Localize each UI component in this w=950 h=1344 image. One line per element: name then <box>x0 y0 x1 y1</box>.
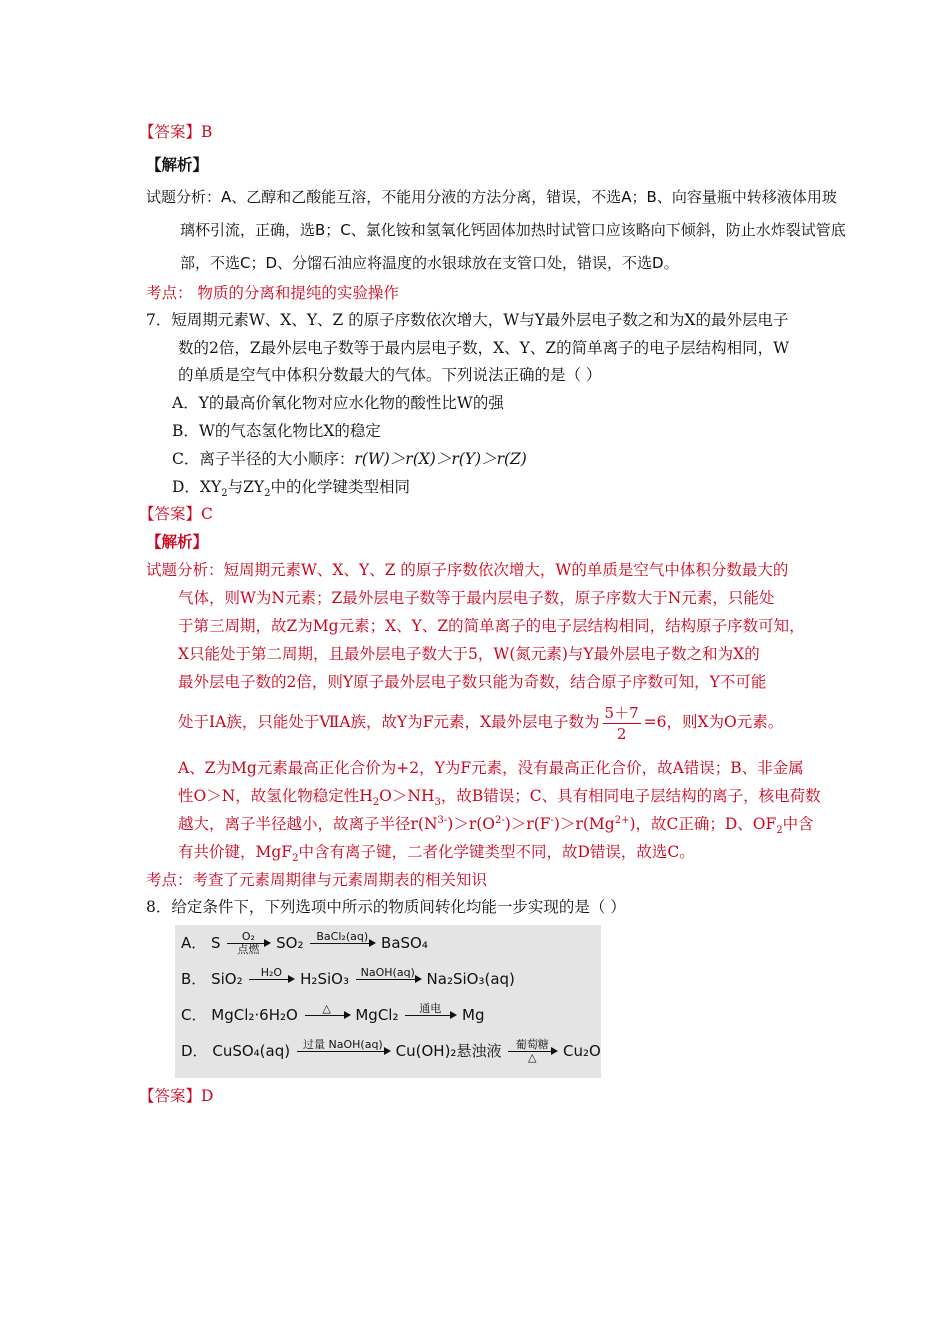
q8-d-arrow-1 <box>297 1039 389 1064</box>
q8-option-c <box>181 1003 485 1028</box>
q7-tail3-d: )＞r(Mg <box>553 815 615 833</box>
q8-a-label: A． <box>181 934 207 952</box>
q8-c-arrow-1-top: △ <box>322 1002 331 1015</box>
arrow-right-icon <box>405 1015 455 1016</box>
q8-b-intermediate: H₂SiO₃ <box>300 970 349 988</box>
q8-c-reactant: MgCl₂·6H₂O <box>211 1006 298 1024</box>
q7-fraction-denominator: 2 <box>616 724 627 743</box>
q7-tail3-sup4: 2+ <box>614 814 630 826</box>
q8-d-arrow-1-top: 过量 NaOH(aq) <box>303 1038 383 1051</box>
q7-fraction <box>603 703 641 744</box>
q7-option-c-expr: r(W)＞r(X)＞r(Y)＞r(Z) <box>354 450 527 468</box>
q8-a-arrow-2-top: BaCl₂(aq) <box>316 930 369 943</box>
q7-tail3-a: 越大，离子半径越小，故离子半径r(N <box>178 815 438 833</box>
q7-analysis-line-4: X只能处于第二周期，且最外层电子数大于5，W(氮元素)与Y最外层电子数之和为X的 <box>178 645 760 663</box>
q7-option-d-text-a: D．XY <box>172 478 222 496</box>
q6-answer-value: B <box>201 123 213 141</box>
q7-tail2-a: 性O＞N，故氢化物稳定性H <box>178 787 373 805</box>
q7-option-d-sub-2: 2 <box>264 488 271 500</box>
q7-analysis-line-1: 试题分析：短周期元素W、X、Y、Z 的原子序数依次增大，W的单质是空气中体积分数最大的 <box>146 561 789 579</box>
q8-a-arrow-1-top: O₂ <box>241 930 255 943</box>
q8-a-reactant: S <box>211 934 221 952</box>
arrow-right-icon <box>508 1051 556 1052</box>
q7-stem-line-3: 的单质是空气中体积分数最大的气体。下列说法正确的是（ ） <box>178 366 602 384</box>
q7-tail3-sup3: - <box>550 814 554 826</box>
q7-answer-line <box>139 503 213 525</box>
q8-option-d <box>181 1039 601 1064</box>
q7-analysis-fraction-line <box>178 699 783 745</box>
q7-analysis-tail-2 <box>178 785 821 807</box>
q6-analysis-line-1: 试题分析：A、乙醇和乙酸能互溶，不能用分液的方法分离，错误，不选A；B、向容量瓶中转移液体用玻 <box>146 188 837 206</box>
q7-answer-label: 【答案】 <box>139 505 202 523</box>
q8-c-arrow-2-bottom-blank <box>405 1016 455 1028</box>
q7-option-c-prefix: C．离子半径的大小顺序： <box>172 450 355 468</box>
q8-options-panel <box>175 925 601 1078</box>
q8-d-product: Cu₂O <box>563 1042 601 1060</box>
q7-tail4-sub: 2 <box>292 853 299 865</box>
q8-answer-label: 【答案】 <box>139 1087 202 1105</box>
q7-option-b: B．W的气态氢化物比X的稳定 <box>172 422 381 440</box>
q8-b-arrow-1 <box>249 967 293 992</box>
q6-analysis-line-2: 璃杯引流，正确，选B；C、氯化铵和氢氧化钙固体加热时试管口应该略向下倾斜，防止水炸裂试管底 <box>180 221 846 239</box>
q8-d-arrow-2 <box>508 1039 556 1064</box>
q7-stem-line-2: 数的2倍，Z最外层电子数等于最内层电子数，X、Y、Z的简单离子的电子层结构相同，W <box>178 339 790 357</box>
q8-c-label: C． <box>181 1006 207 1024</box>
q7-tail3-f: 中含 <box>782 815 814 833</box>
q6-answer-label: 【答案】 <box>139 123 202 141</box>
q7-tail4-a: 有共价键，MgF <box>178 843 293 861</box>
q7-tail4-b: 中含有离子键，二者化学键类型不同，故D错误，故选C。 <box>298 843 695 861</box>
q8-b-arrow-2-top: NaOH(aq) <box>360 966 415 979</box>
q7-option-d <box>172 476 410 498</box>
q6-analysis-label: 【解析】 <box>146 155 209 174</box>
q8-answer-line <box>139 1085 213 1107</box>
q7-tail2-b: O＞NH <box>379 787 435 805</box>
q7-fraction-numerator: 5＋7 <box>604 703 639 722</box>
q7-analysis-tail-4 <box>178 841 695 863</box>
q8-d-arrow-1-bottom-blank <box>297 1052 389 1064</box>
q8-a-product: BaSO₄ <box>381 934 428 952</box>
q8-a-arrow-1-bottom: 点燃 <box>237 943 260 956</box>
q7-tail3-sup2: 2- <box>495 814 505 826</box>
q7-frac-after: =6，则X为O元素。 <box>643 713 784 731</box>
q8-c-arrow-1-bottom-blank <box>305 1016 349 1028</box>
q8-b-product: Na₂SiO₃(aq) <box>426 970 515 988</box>
q8-d-intermediate: Cu(OH)₂悬浊液 <box>395 1042 502 1060</box>
q7-analysis-tail-3 <box>178 813 814 835</box>
q7-option-c <box>172 448 527 470</box>
q7-analysis-line-2: 气体，则W为N元素；Z最外层电子数等于最内层电子数，原子序数大于N元素，只能处 <box>178 589 775 607</box>
q8-a-arrow-2 <box>310 931 374 956</box>
q8-d-label: D． <box>181 1042 208 1060</box>
q7-kaodian: 考点：考查了元素周期律与元素周期表的相关知识 <box>146 871 488 889</box>
q8-c-arrow-2-top: 通电 <box>419 1002 442 1015</box>
q8-d-arrow-2-top: 葡萄糖 <box>515 1038 549 1051</box>
q8-a-arrow-2-bottom-blank <box>310 944 374 956</box>
q7-answer-value: C <box>201 505 213 523</box>
q8-a-intermediate: SO₂ <box>276 934 304 952</box>
q7-tail2-c: ，故B错误；C、具有相同电子层结构的离子，核电荷数 <box>440 787 821 805</box>
q8-a-arrow-1 <box>227 931 269 956</box>
q7-option-d-sub-1: 2 <box>221 488 228 500</box>
q8-option-b <box>181 967 515 992</box>
q7-tail3-sup1: 3- <box>437 814 448 826</box>
q8-b-label: B． <box>181 970 207 988</box>
q7-option-a: A．Y的最高价氧化物对应水化物的酸性比W的强 <box>172 394 504 412</box>
q7-analysis-line-3: 于第三周期，故Z为Mg元素；X、Y、Z的简单离子的电子层结构相同，结构原子序数可知， <box>178 617 805 635</box>
arrow-right-icon <box>227 943 269 944</box>
arrow-right-icon <box>297 1051 389 1052</box>
arrow-right-icon <box>356 979 420 980</box>
q8-d-reactant: CuSO₄(aq) <box>212 1042 291 1060</box>
q7-tail3-c: )＞r(F <box>504 815 551 833</box>
q8-c-intermediate: MgCl₂ <box>355 1006 399 1024</box>
q8-b-arrow-2-bottom-blank <box>356 980 420 992</box>
q7-analysis-line-5: 最外层电子数的2倍，则Y原子最外层电子数只能为奇数，结合原子序数可知，Y不可能 <box>178 673 767 691</box>
q6-kaodian: 考点： 物质的分离和提纯的实验操作 <box>146 284 399 302</box>
q8-b-reactant: SiO₂ <box>211 970 243 988</box>
q8-option-a <box>181 931 428 956</box>
q6-answer-line <box>139 121 212 143</box>
q6-analysis-line-3: 部，不选C；D、分馏石油应将温度的水银球放在支管口处，错误，不选D。 <box>180 254 679 272</box>
q8-b-arrow-1-top: H₂O <box>260 966 283 979</box>
q8-b-arrow-1-bottom-blank <box>249 980 293 992</box>
q7-tail2-sub1: 2 <box>372 797 380 809</box>
q7-tail3-sub5: 2 <box>776 825 783 837</box>
q7-stem-line-1: 7．短周期元素W、X、Y、Z 的原子序数依次增大，W与Y最外层电子数之和为X的最外层电子 <box>146 311 789 329</box>
arrow-right-icon <box>310 943 374 944</box>
arrow-right-icon <box>305 1015 349 1016</box>
q8-c-arrow-1 <box>305 1003 349 1028</box>
q7-analysis-label: 【解析】 <box>146 532 209 551</box>
q8-c-product: Mg <box>462 1006 485 1024</box>
q8-c-arrow-2 <box>405 1003 455 1028</box>
arrow-right-icon <box>249 979 293 980</box>
q7-analysis-tail-1: A、Z为Mg元素最高正化合价为+2，Y为F元素，没有最高正化合价，故A错误；B、非金属 <box>178 759 804 777</box>
q8-stem: 8．给定条件下，下列选项中所示的物质间转化均能一步实现的是（ ） <box>146 898 626 916</box>
q7-tail3-e: )，故C正确；D、OF <box>629 815 777 833</box>
q7-tail3-b: )＞r(O <box>447 815 495 833</box>
q7-frac-before: 处于ⅠA族，只能处于ⅦA族，故Y为F元素，X最外层电子数为 <box>178 713 600 731</box>
q7-option-d-text-b: 与ZY <box>227 478 265 496</box>
q8-d-arrow-2-bottom: △ <box>528 1051 537 1064</box>
q7-tail2-sub2: 3 <box>434 797 441 809</box>
q8-answer-value: D <box>201 1087 214 1105</box>
q7-option-d-text-c: 中的化学键类型相同 <box>270 478 410 496</box>
q8-b-arrow-2 <box>356 967 420 992</box>
